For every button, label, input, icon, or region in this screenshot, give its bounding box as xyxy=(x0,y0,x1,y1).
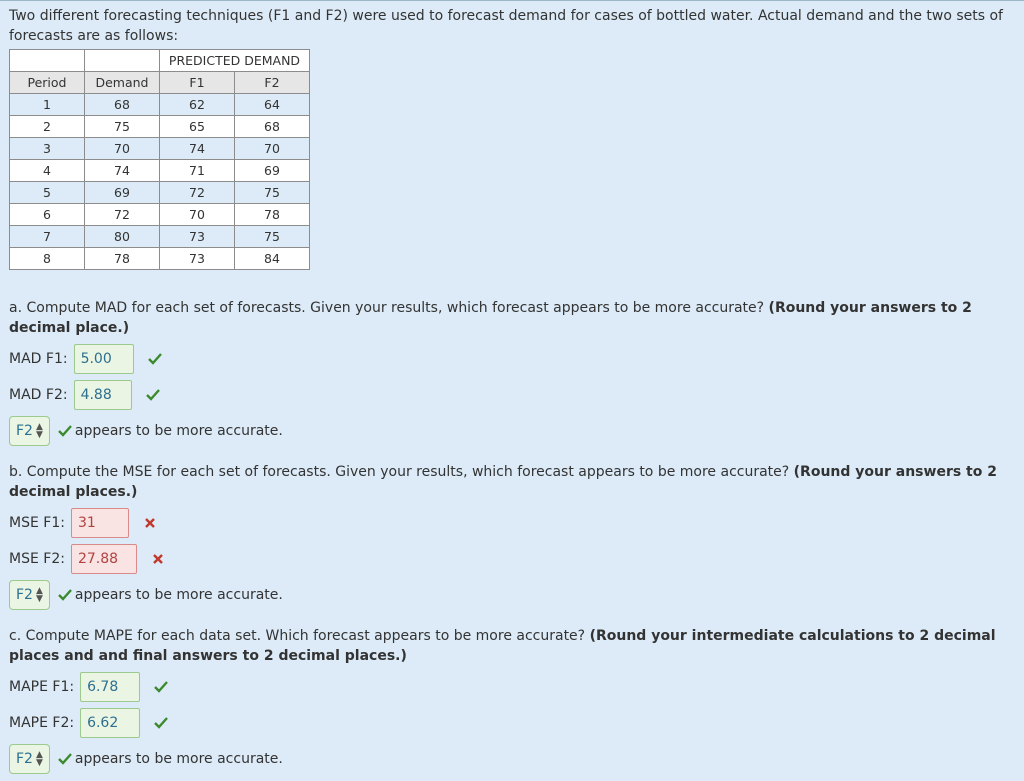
part-a-instruction: (Round your answers to 2 decimal place.) xyxy=(9,300,972,336)
mse-f1-label: MSE F1: xyxy=(9,515,65,531)
check-icon xyxy=(56,586,74,604)
table-cell: 68 xyxy=(85,94,160,116)
table-row xyxy=(10,182,310,204)
table-cell: 78 xyxy=(85,248,160,270)
forecast-select-value: F2 xyxy=(16,587,33,603)
mse-f1-row xyxy=(9,506,159,540)
mse-f2-label: MSE F2: xyxy=(9,551,65,567)
table-cell: 6 xyxy=(10,204,85,226)
mape-f2-input[interactable]: 6.62 xyxy=(80,708,140,738)
table-cell: 1 xyxy=(10,94,85,116)
mse-f1-input[interactable]: 31 xyxy=(71,508,129,538)
table-cell: 69 xyxy=(85,182,160,204)
mad-f2-input[interactable]: 4.88 xyxy=(74,380,132,410)
part-c-prompt: c. Compute MAPE for each data set. Which forecast appears to be more accurate? xyxy=(9,628,586,644)
table-row xyxy=(10,160,310,182)
part-a-answer-row xyxy=(9,414,283,448)
part-c-question xyxy=(9,626,1009,666)
mape-f1-label: MAPE F1: xyxy=(9,679,75,695)
table-cell: 65 xyxy=(160,116,235,138)
part-b-question xyxy=(9,462,1009,502)
forecast-select-b[interactable] xyxy=(9,580,50,610)
mape-f2-label: MAPE F2: xyxy=(9,715,75,731)
table-cell: 4 xyxy=(10,160,85,182)
table-cell: 75 xyxy=(235,226,310,248)
mad-f1-row xyxy=(9,342,164,376)
table-cell: 72 xyxy=(160,182,235,204)
forecast-select-value: F2 xyxy=(16,423,33,439)
table-cell: 62 xyxy=(160,94,235,116)
table-cell: 7 xyxy=(10,226,85,248)
blank-header-cell xyxy=(10,50,85,72)
cross-icon xyxy=(149,550,167,568)
table-cell: 70 xyxy=(160,204,235,226)
table-cell: 71 xyxy=(160,160,235,182)
accuracy-text: appears to be more accurate. xyxy=(74,751,283,767)
table-cell: 8 xyxy=(10,248,85,270)
table-cell: 74 xyxy=(160,138,235,160)
part-b-prompt: b. Compute the MSE for each set of forecasts. Given your results, which forecast appears to be more accurate? xyxy=(9,464,790,480)
forecast-select-value: F2 xyxy=(16,751,33,767)
table-cell: 2 xyxy=(10,116,85,138)
updown-arrows-icon: ▲ ▼ xyxy=(35,422,43,440)
check-icon xyxy=(152,714,170,732)
part-b-instruction: (Round your answers to 2 decimal places.) xyxy=(9,464,997,500)
table-cell: 3 xyxy=(10,138,85,160)
mad-f1-input[interactable]: 5.00 xyxy=(74,344,134,374)
forecast-select-a[interactable] xyxy=(9,416,50,446)
check-icon xyxy=(146,350,164,368)
check-icon xyxy=(56,750,74,768)
table-cell: 5 xyxy=(10,182,85,204)
mape-f2-row xyxy=(9,706,170,740)
table-cell: 73 xyxy=(160,226,235,248)
accuracy-text: appears to be more accurate. xyxy=(74,423,283,439)
blank-header-cell xyxy=(85,50,160,72)
part-a-question xyxy=(9,298,1009,338)
forecast-select-c[interactable] xyxy=(9,744,50,774)
table-cell: 72 xyxy=(85,204,160,226)
mad-f2-row xyxy=(9,378,162,412)
table-cell: 80 xyxy=(85,226,160,248)
col-header-f2: F2 xyxy=(235,72,310,94)
forecast-table xyxy=(9,49,310,270)
mad-f2-label: MAD F2: xyxy=(9,387,68,403)
table-cell: 78 xyxy=(235,204,310,226)
table-row xyxy=(10,94,310,116)
col-header-demand: Demand xyxy=(85,72,160,94)
table-cell: 68 xyxy=(235,116,310,138)
col-header-period: Period xyxy=(10,72,85,94)
table-cell: 70 xyxy=(85,138,160,160)
mse-f2-row xyxy=(9,542,167,576)
table-cell: 84 xyxy=(235,248,310,270)
mape-f1-input[interactable]: 6.78 xyxy=(80,672,140,702)
table-cell: 75 xyxy=(235,182,310,204)
table-row xyxy=(10,138,310,160)
table-cell: 69 xyxy=(235,160,310,182)
part-c-answer-row xyxy=(9,742,283,776)
mape-f1-row xyxy=(9,670,170,704)
table-cell: 73 xyxy=(160,248,235,270)
part-a-prompt: a. Compute MAD for each set of forecasts. Given your results, which forecast appears to be more accurate? xyxy=(9,300,765,316)
accuracy-text: appears to be more accurate. xyxy=(74,587,283,603)
table-row xyxy=(10,248,310,270)
table-row xyxy=(10,116,310,138)
updown-arrows-icon: ▲ ▼ xyxy=(35,586,43,604)
table-cell: 70 xyxy=(235,138,310,160)
table-cell: 74 xyxy=(85,160,160,182)
table-row xyxy=(10,226,310,248)
part-b-answer-row xyxy=(9,578,283,612)
mad-f1-label: MAD F1: xyxy=(9,351,68,367)
mse-f2-input[interactable]: 27.88 xyxy=(71,544,137,574)
predicted-demand-header: PREDICTED DEMAND xyxy=(160,50,310,72)
updown-arrows-icon: ▲ ▼ xyxy=(35,750,43,768)
cross-icon xyxy=(141,514,159,532)
problem-intro: Two different forecasting techniques (F1 and F2) were used to forecast demand for cases of bottled water. Actual demand and the two sets of forecasts are as follows: xyxy=(9,8,1003,44)
check-icon xyxy=(144,386,162,404)
table-cell: 64 xyxy=(235,94,310,116)
check-icon xyxy=(56,422,74,440)
top-border xyxy=(0,0,1024,1)
col-header-f1: F1 xyxy=(160,72,235,94)
check-icon xyxy=(152,678,170,696)
part-c-instruction: (Round your intermediate calculations to 2 decimal places and and final answers to 2 decimal places.) xyxy=(9,628,996,664)
table-row xyxy=(10,204,310,226)
table-cell: 75 xyxy=(85,116,160,138)
